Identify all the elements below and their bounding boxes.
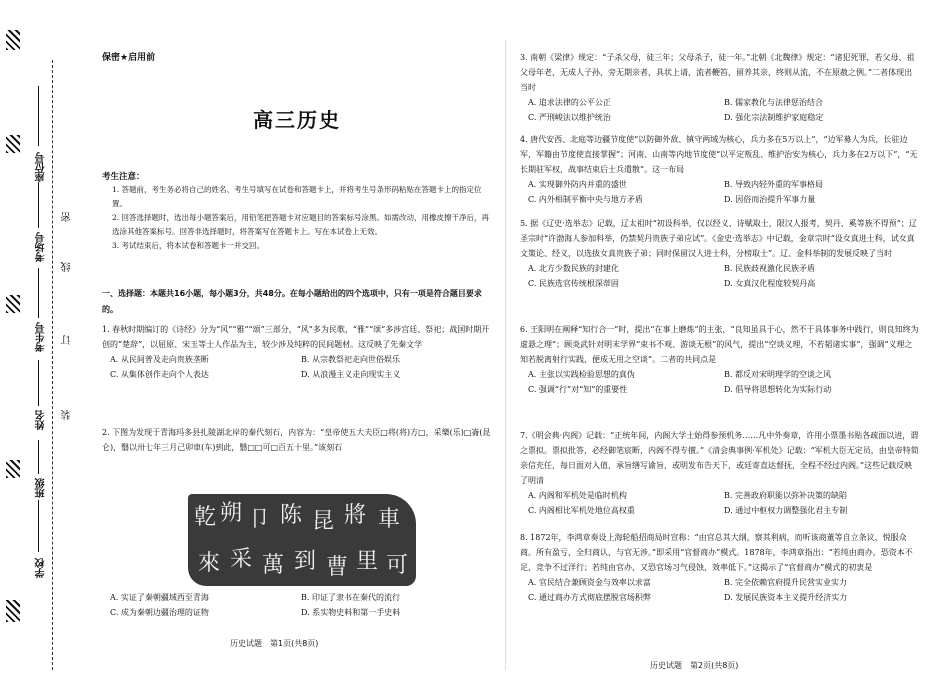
school-label: 学校 xyxy=(36,558,47,578)
hatch-mark xyxy=(6,295,20,313)
hatch-mark xyxy=(6,600,20,622)
carving-glyph: 萬 xyxy=(262,553,285,578)
carving-glyph: 將 xyxy=(344,503,367,528)
cut-line xyxy=(52,60,53,670)
option-c[interactable]: C. 通过商办方式彻底摆脱官场积弊 xyxy=(528,593,651,602)
name-field[interactable] xyxy=(38,360,39,406)
room-label: 考场号 xyxy=(36,232,47,262)
question-stem: 6. 王阳明在阐释“知行合一”时，提出“在事上磨炼”的主张，“良知虽具于心，然不于具体事务中践行，则良知终为虚悬之理”；顾炎武针对明末学界“束书不观、游谈无根”的风气，提出“空谈义理，不若韬诸实事”，强调“义理之知若脱离射行实践，便成无用之空谈”。二者的共同点是 xyxy=(520,325,919,364)
option-b[interactable]: B. 都反对宋明理学的空谈之风 xyxy=(724,370,831,379)
option-a[interactable]: A. 官民结合兼顾资金与效率以求富 xyxy=(528,578,651,587)
option-c[interactable]: C. 严刑峻法以维护统治 xyxy=(528,113,611,122)
option-b[interactable]: B. 导致内轻外重的军事格局 xyxy=(724,180,823,189)
option-a[interactable]: A. 从民间普及走向贵族垄断 xyxy=(110,355,209,364)
options xyxy=(520,177,920,207)
option-c[interactable]: C. 内外相制平衡中央与地方矛盾 xyxy=(528,195,643,204)
hatch-mark xyxy=(6,30,20,50)
question-stem: 1. 春秋时期编订的《诗经》分为“风”“雅”“颂”三部分，“风”多为民歌，“雅”“颂”多涉宫廷、祭祀；战国时期开创的“楚辞”，以屈原、宋玉等士人作品为主，较少涉及纯粹的民间题材。这反映了先秦文学 xyxy=(102,325,490,349)
option-a[interactable]: A. 追求法律的公平公正 xyxy=(528,98,611,107)
name-label: 姓名 xyxy=(36,410,47,430)
question-7 xyxy=(520,428,920,518)
carving-glyph: 亁 xyxy=(194,505,217,530)
question-2-options xyxy=(102,590,492,620)
options xyxy=(102,590,492,620)
options xyxy=(520,261,920,291)
carving-glyph: 到 xyxy=(294,549,317,574)
options xyxy=(520,488,920,518)
question-8 xyxy=(520,530,920,605)
option-d[interactable]: D. 女真汉化程度较契丹高 xyxy=(724,279,816,288)
option-c[interactable]: C. 民族选官传统根深蒂固 xyxy=(528,279,619,288)
page-footer-left: 历史试题 第1页(共8页) xyxy=(230,639,319,648)
stone-carving-image xyxy=(188,494,416,586)
section-heading xyxy=(102,286,492,318)
options xyxy=(520,95,920,125)
option-d[interactable]: D. 发展民族资本主义提升经济实力 xyxy=(724,593,848,602)
question-6 xyxy=(520,322,920,397)
carving-glyph: 卩 xyxy=(248,507,271,532)
option-b[interactable]: B. 从宗教祭祀走向世俗娱乐 xyxy=(301,355,400,364)
option-c[interactable]: C. 内阁相比军机处地位高权重 xyxy=(528,506,635,515)
question-stem: 8. 1872年，李鸿章奏设上海轮船招商局时宣称：“由官总其大纲，察其利病，而听该商董等自立条议，悦服众商。所有盈亏，全归商认，与官无涉。”即采用“官督商办”模式。1878年，李鸿章指出：“若纯由商办，恐资本不足，竞争不过洋行；若纯由官办，又恐官场习气侵蚀，效率低下。”这揭示了“官督商办”模式的初衷是 xyxy=(520,533,913,572)
notes-list xyxy=(112,183,490,253)
question-stem: 4. 唐代安西、北庭等边疆节度使“以防御外敌、镇守两域为核心，兵力多在5万以上”，“边军募人为兵，长驻边军，军籍由节度使直接掌握”；河南、山南等内地节度使“以平定叛乱、维护治安为核心，兵力多在2万以下”，“无长期驻军权，战事结束后士兵遣散”。这一布局 xyxy=(520,135,918,174)
option-a[interactable]: A. 内阁和军机处是临时机构 xyxy=(528,491,627,500)
carving-glyph: 里 xyxy=(356,549,379,574)
fold-char: 订 xyxy=(62,335,73,345)
carving-glyph: 可 xyxy=(386,553,409,578)
page-divider xyxy=(505,40,506,670)
carving-glyph: 曹 xyxy=(326,555,349,580)
note-item: 3. 考试结束后，将本试卷和答题卡一并交回。 xyxy=(112,241,265,250)
question-stem: 3. 南朝《梁律》规定：“子杀父母，徒三年；父母杀子，徒一年。”北朝《北魏律》规定：“诸犯死罪，若父母、祖父母年老，无成人子孙，旁无期亲者，具状上请，流者鞭笞，留养其亲，终则从流，不在原赦之例。”二者体现出当时 xyxy=(520,53,915,92)
notes-heading: 考生注意： xyxy=(102,172,145,182)
exam-no-field[interactable] xyxy=(38,268,39,318)
binding-strip xyxy=(0,0,86,688)
carving-glyph: 陈 xyxy=(280,503,303,528)
options xyxy=(102,352,492,382)
question-5 xyxy=(520,216,920,291)
options xyxy=(520,367,920,397)
option-b[interactable]: B. 完全依赖官府提升民营实业实力 xyxy=(724,578,847,587)
question-stem: 7.《明会典·内阁》记载：“正统年间，内阁大学士始得参预机务……凡中外奏章，许用小票墨书贴各疏面以进，谓之票拟。票拟批答，必经御笔宸断，内阁不得专擅。”《清会典事例·军机处》记载：“军机大臣无定员，由皇帝特简亲信充任，每日面对入值，承旨缮写谕旨，或明发布告天下，或廷寄直达督抚，全程不经过内阁。”这些记载反映了明清 xyxy=(520,431,919,485)
option-d[interactable]: D. 通过中枢权力调整强化君主专制 xyxy=(724,506,848,515)
class-field[interactable] xyxy=(38,440,39,474)
question-2 xyxy=(102,425,492,455)
hatch-mark xyxy=(6,460,20,478)
confidential-mark: 保密★启用前 xyxy=(102,53,156,63)
seal-char: 密 xyxy=(62,212,73,222)
page-footer-right: 历史试题 第2页(共8页) xyxy=(650,661,739,670)
options xyxy=(520,575,920,605)
option-b[interactable]: B. 儒家教化与法律惩治结合 xyxy=(724,98,823,107)
carving-glyph: 昆 xyxy=(312,509,335,534)
option-b[interactable]: B. 印证了隶书在秦代的流行 xyxy=(301,593,400,602)
option-a[interactable]: A. 北方少数民族的封建化 xyxy=(528,264,619,273)
page-title: 高三历史 xyxy=(253,108,341,132)
option-d[interactable]: D. 系实物史料和第一手史料 xyxy=(301,608,401,617)
section-text: 一、选择题：本题共16小题，每小题3分，共48分。在每小题给出的四个选项中，只有一项是符合题目要求的。 xyxy=(102,289,482,314)
option-a[interactable]: A. 实证了秦朝疆域西至青海 xyxy=(110,593,209,602)
bind-char: 装 xyxy=(62,410,73,420)
note-item: 1. 答题前，考生务必将自己的姓名、考生号填写在试卷和答题卡上，并将考生号条形码粘贴在答题卡上的指定位置。 xyxy=(112,185,482,208)
carving-glyph: 朔 xyxy=(220,501,243,526)
school-field[interactable] xyxy=(38,500,39,552)
option-d[interactable]: D. 强化宗法制维护家庭稳定 xyxy=(724,113,824,122)
option-a[interactable]: A. 主张以实践检验思想的真伪 xyxy=(528,370,635,379)
question-3 xyxy=(520,50,920,125)
option-a[interactable]: A. 实现御外防内并重的盛世 xyxy=(528,180,627,189)
seat-label: 座位号 xyxy=(36,152,47,182)
seat-field[interactable] xyxy=(38,86,39,146)
option-d[interactable]: D. 倡导将思想转化为实际行动 xyxy=(724,385,832,394)
exam-no-label: 考生号 xyxy=(36,322,47,352)
carving-glyph: 采 xyxy=(230,547,253,572)
line-char: 线 xyxy=(62,262,73,272)
option-c[interactable]: C. 强调“行”对“知”的重要性 xyxy=(528,385,628,394)
option-b[interactable]: B. 民族歧视激化民族矛盾 xyxy=(724,264,815,273)
note-item: 2. 回答选择题时，选出每小题答案后，用铅笔把答题卡对应题目的答案标号涂黑。如需改动，用橡皮擦干净后，再选涂其他答案标号。回答非选择题时，将答案写在答题卡上。写在本试卷上无效。 xyxy=(112,213,490,236)
hatch-mark xyxy=(6,135,20,153)
option-c[interactable]: C. 成为秦朝边疆治理的证物 xyxy=(110,608,209,617)
carving-glyph: 車 xyxy=(378,507,401,532)
question-stem: 5. 据《辽史·选举志》记载，辽太祖时“初设科举，仅以经义、诗赋取士，限汉人报考，契丹、奚等族不得预”；辽圣宗时“许渤海人参加科举，仍禁契丹贵族子弟应试”。《金史·选举志》中记载，金章宗时“设女真进士科，试女真文策论、经义，以选拔女真贵族子弟；同时保留汉人进士科，分榜取士”。辽、金科举制的发展反映了当时 xyxy=(520,219,917,258)
question-4 xyxy=(520,132,920,207)
question-1 xyxy=(102,322,492,382)
option-d[interactable]: D. 因俗而治提升军事力量 xyxy=(724,195,816,204)
option-d[interactable]: D. 从浪漫主义走向现实主义 xyxy=(301,370,401,379)
option-b[interactable]: B. 完善政府职能以弥补决策的缺陷 xyxy=(724,491,847,500)
room-field[interactable] xyxy=(38,182,39,228)
carving-glyph: 來 xyxy=(198,551,221,576)
question-stem: 2. 下图为发现于青海玛多县扎陵湖北岸的秦代刻石，内容为：“皇帝使五大夫臣□将(将)方□，采樂(乐)□崙(昆仑)，翳以卅七年三月己卯車(车)到此，翳□□可□百五十里。”该刻石 xyxy=(102,428,491,452)
class-label: 班级 xyxy=(36,478,47,498)
option-c[interactable]: C. 从集体创作走向个人表达 xyxy=(110,370,209,379)
